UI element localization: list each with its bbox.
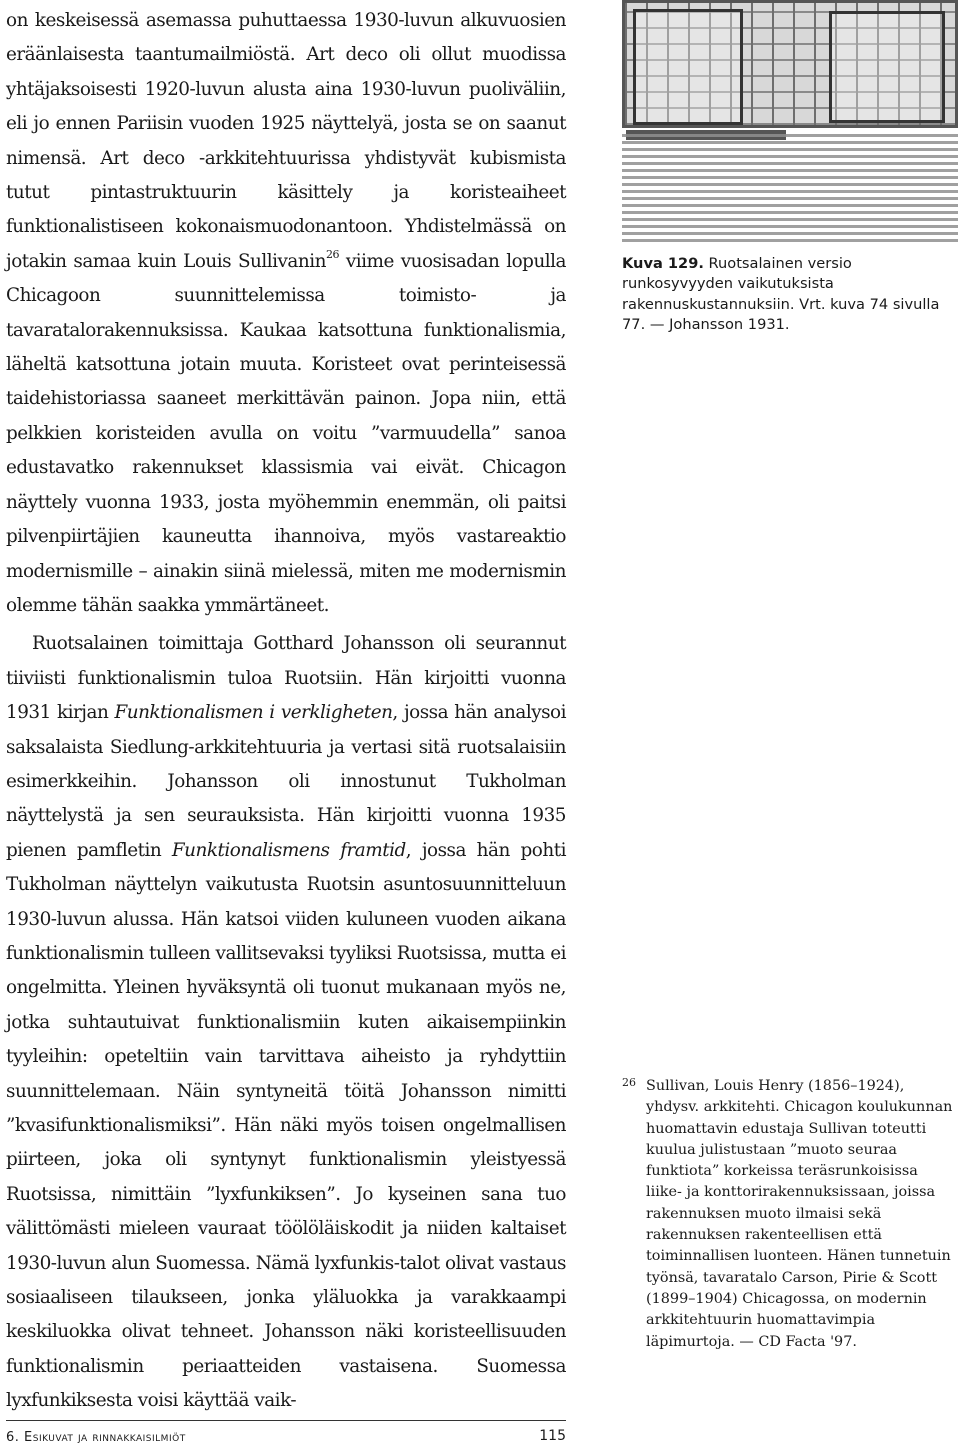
footnote bbox=[622, 1076, 956, 1353]
book-title-1: Funktionalismen i verkligheten bbox=[114, 702, 393, 724]
paragraph-1-text-a: on keskeisessä asemassa puhuttaessa 1930-luvun alkuvuosien eräänlaisesta taantumailmiöstä. Art deco oli ollut muodissa yhtäjaksoisesti 1920-luvun alusta aina 1930-luvun puoliväliin, eli jo ennen Pariisin vuoden 1925 näyttelyä, josta se on saanut nimensä. Art deco -arkkitehtuurissa yhdistyvät kubismista tutut pintastruktuurin käsittely ja koristeaiheet funktionalistiseen kokonaismuodonantoon. Yhdistelmässä on jotakin samaa kuin Louis Sullivanin bbox=[6, 10, 566, 272]
paragraph-1-text-b: viime vuosisadan lopulla Chicagoon suunnittelemissa toimisto- ja tavaratalorakennuksissa. Kaukaa katsottuna funktionalismia, läheltä katsottuna jotain muuta. Koristeet ovat perinteisessä taidehistoriassa saaneet merkittävän painon. Jopa niin, että pelkkien koristeiden avulla on voitu ”varmuudella” sanoa edustavatko rakennukset klassismia vai eivät. Chicagon näyttely vuonna 1933, josta myöhemmin enemmän, oli paitsi pilvenpiirtäjien kauneutta ihannoiva, myös vastareaktio modernismille – ainakin siinä mielessä, miten me modernismin olemme tähän saakka ymmärtäneet. bbox=[6, 250, 567, 616]
figure-image bbox=[622, 0, 958, 244]
main-text-column bbox=[6, 4, 566, 1419]
paragraph-1 bbox=[6, 4, 566, 623]
paragraph-2-text-b: , jossa hän analysoi saksalaista Siedlung-arkkitehtuuria ja vertasi sitä ruotsalaisiin esimerkkeihin. Johansson oli innostunut Tukholman näyttelystä ja sen seurauksista. Hän kirjoitti vuonna 1935 pienen pamfletin bbox=[6, 702, 566, 861]
floor-plan-drawing bbox=[622, 0, 958, 128]
caption-text: Ruotsalainen versio runkosyvyyden vaikutuksista rakennuskustannuksiin. Vrt. kuva 74 sivulla 77. — Johansson 1931. bbox=[622, 255, 940, 333]
page-number: 115 bbox=[539, 1428, 566, 1444]
book-title-2: Funktionalismens framtid bbox=[171, 839, 406, 861]
figure-caption bbox=[622, 254, 956, 335]
figure-scanned-text bbox=[622, 134, 958, 242]
chapter-label: 6. Esikuvat ja rinnakkaisilmiöt bbox=[6, 1430, 186, 1445]
footnote-text: Sullivan, Louis Henry (1856–1924), yhdysv. arkkitehti. Chicagon koulukunnan huomattavin edustaja Sullivan toteutti kuulua julistustaan ”muoto seuraa funktiota” korkeissa teräsrunkoisissa liike- ja konttorirakennuksissaan, joissa rakennuksen muoto ilmaisi sekä rakennuksen rakenteellisen että toiminnallisen luonteen. Hänen tunnetuin työnsä, tavaratalo Carson, Pirie & Scott (1899–1904) Chicagossa, on modernin arkkitehtuurin huomattavimpia läpimurtoja. — CD Facta '97. bbox=[646, 1078, 953, 1350]
footnote-ref-26[interactable]: 26 bbox=[325, 247, 339, 261]
paragraph-2-text-c: , jossa hän pohti Tukholman näyttelyn vaikutusta Ruotsin asuntosuunnitteluun 1930-luvun alussa. Hän katsoi viiden kuluneen vuoden aikana funktionalismin tulleen vallitsevaksi tyyliksi Ruotsissa, mutta ei ongelmitta. Yleinen hyväksyntä oli tuonut mukanaan myös ne, jotka suhtautuivat funktionalismiin kuten aikaisempiinkin tyyleihin: opeteltiin vain tarvittava aiheisto ja ryhdyttiin suunnittelemaan. Näin syntyneitä töitä Johansson nimitti ”kvasifunktionalismiksi”. Hän näki myös toisen ongelmallisen piirteen, joka oli syntynyt funktionalismin yleistyessä Ruotsissa, nimittäin ”lyxfunkiksen”. Jo kyseinen sana tuo välittömästi mieleen vauraat töölöläiskodit ja niiden kaltaiset 1930-luvun alun Suomessa. Nämä lyxfunkis-talot olivat vastaus sosiaaliseen tilaukseen, jonka yläluokka ja varakkaampi keskiluokka olivat tehneet. Johansson näki koristeellisuuden funktionalismin periaatteiden vastaisena. Suomessa lyxfunkiksesta voisi käyttää vaik- bbox=[6, 839, 566, 1412]
paragraph-2 bbox=[6, 627, 566, 1418]
page-footer bbox=[6, 1408, 566, 1448]
footer-rule bbox=[6, 1420, 566, 1421]
footnote-number: 26 bbox=[622, 1076, 636, 1089]
caption-label: Kuva 129. bbox=[622, 255, 704, 272]
paragraph-2-text-a: Ruotsalainen toimittaja Gotthard Johansson oli seurannut tiiviisti funktionalismin tuloa Ruotsiin. Hän kirjoitti vuonna 1931 kirjan bbox=[6, 633, 566, 724]
